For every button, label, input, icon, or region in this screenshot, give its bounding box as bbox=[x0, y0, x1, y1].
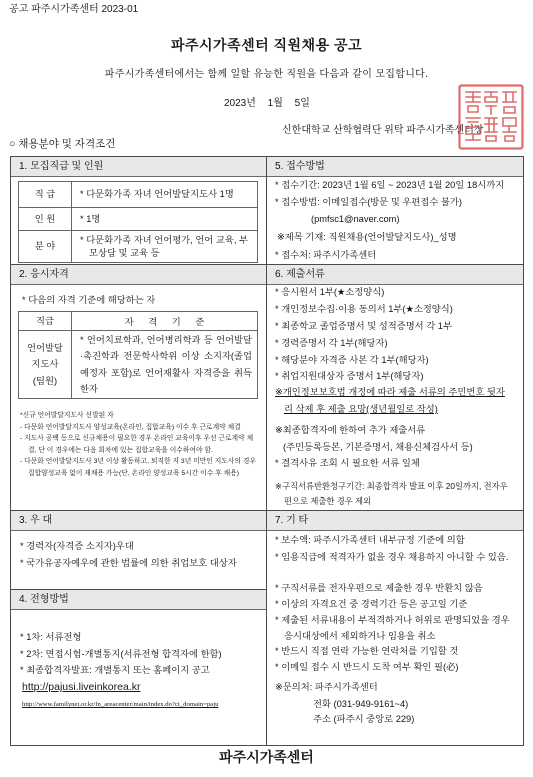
rank-line: 언어발달 bbox=[27, 342, 63, 353]
list-item: * 이상의 자격요건 중 경력기간 등은 공고일 기준 bbox=[275, 599, 468, 609]
homepage-link[interactable]: http://pajusi.liveinkorea.kr bbox=[22, 681, 141, 693]
section-heading: ○ 채용분야 및 자격조건 bbox=[9, 138, 116, 150]
list-item: * 접수방법: 이메일접수(방문 및 우편접수 불가) bbox=[275, 197, 462, 207]
notice-date: 2023년 1월 5일 bbox=[224, 98, 310, 109]
seal-mark bbox=[485, 118, 497, 141]
email-address: (pmfsc1@naver.com) bbox=[311, 214, 400, 224]
list-item: * 임용직급에 적격자가 없을 경우 채용하지 아니할 수 있음. bbox=[275, 552, 509, 562]
row-label: 인 원 bbox=[19, 208, 72, 231]
list-item: * 이메일 접수 시 반드시 도착 여부 확인 필(必) bbox=[275, 662, 459, 672]
note-line: - 지도사 공백 등으로 신규채용이 필요한 경우 온라인 교육이후 우선 근로계약 체결, 단 이 경우에는 다음 회차에 있는 집합교육을 이수하여야 함. bbox=[20, 435, 254, 454]
note-line: - 다문화 언어발달지도사 양성교육(온라인, 집합교육) 이수 후 근로계약 체결 bbox=[20, 423, 241, 431]
list-item: * 결격사유 조회 시 필요한 서류 일체 bbox=[275, 458, 420, 468]
table-row bbox=[19, 331, 258, 399]
seal-mark bbox=[485, 92, 497, 114]
section-title: 2. 응시자격 bbox=[11, 265, 266, 285]
criteria-cell: * 언어치료학과, 언어병리학과 등 언어발달·촉진학과 전문학사학위 이상 소지자(졸업예정자 포함)로 언어재활사 자격증을 취득한자 bbox=[72, 331, 258, 399]
contact-phone: 전화 (031-949-9161~4) bbox=[313, 699, 409, 709]
section-title: 6. 제출서류 bbox=[267, 265, 523, 285]
table-header-row bbox=[19, 312, 258, 331]
row-label: 분 야 bbox=[19, 231, 72, 263]
note-line: *신규 언어발달지도사 선발된 자 bbox=[20, 412, 114, 419]
rank-line: (팀원) bbox=[32, 375, 58, 386]
section-selection-process bbox=[10, 589, 267, 746]
section-title: 5. 접수방법 bbox=[267, 157, 523, 177]
list-item: * 구직서류를 전자우편으로 제출한 경우 반환치 않음 bbox=[275, 583, 483, 593]
list-item: * 보수액: 파주시가족센터 내부규정 기준에 의함 bbox=[275, 535, 465, 545]
column-header: 자 격 기 준 bbox=[72, 312, 258, 331]
list-item: * 접수처: 파주시가족센터 bbox=[275, 250, 377, 260]
page-title: 파주시가족센터 직원채용 공고 bbox=[170, 37, 363, 53]
list-item: * 개인정보수집·이용 동의서 1부(★소정양식) bbox=[275, 304, 453, 314]
list-item: * 최종합격자발표: 개별통지 또는 홈페이지 공고 bbox=[20, 665, 210, 675]
table-row bbox=[19, 208, 258, 231]
qualification-intro: * 다음의 자격 기준에 해당하는 자 bbox=[22, 295, 156, 305]
list-item: * 해당분야 자격증 사본 각 1부(해당자) bbox=[275, 355, 429, 365]
privacy-note: ※개인정보보호법 개정에 따라 제출 서류의 주민번호 뒷자리 삭제 후 제출 요망(생년월일로 작성) bbox=[275, 387, 505, 414]
row-value: * 다문화가족 자녀 언어발달지도사 1명 bbox=[72, 182, 258, 208]
note-line: - 다문화 언어발달지도사 3년 이상 활동하고, 퇴직한 지 3년 미만인 지도사의 경우 집합양성교육 없이 재채용 가능(단, 온라인 양성교육 5시간 이수 후 채용) bbox=[20, 458, 257, 477]
section-qualifications bbox=[10, 264, 267, 511]
contact-address: 주소 (파주시 중앙로 229) bbox=[313, 714, 415, 724]
seal-mark bbox=[466, 92, 480, 112]
rank-line: 지도사 bbox=[31, 359, 59, 370]
issuer-name: 신한대학교 산학협력단 위탁 파주시가족센터장 bbox=[282, 125, 484, 136]
table-row bbox=[19, 182, 258, 208]
official-seal bbox=[458, 84, 524, 150]
final-candidate-documents: (주민등록등본, 기본증명서, 채용신체검사서 등) bbox=[283, 442, 473, 452]
list-item: * 1차: 서류전형 bbox=[20, 632, 82, 642]
notice-number: 공고 파주시가족센터 2023-01 bbox=[9, 4, 139, 15]
row-value: * 다문화가족 자녀 언어평가, 언어 교육, 부모상담 및 교육 등 bbox=[72, 231, 258, 263]
table-row bbox=[19, 231, 258, 263]
list-item: * 취업지원대상자 증명서 1부(해당자) bbox=[275, 371, 424, 381]
row-value: * 1명 bbox=[72, 208, 258, 231]
return-period-note: ※구직서류반환청구기간: 최종합격자 발표 이후 20일까지, 전자우편으로 제출한 경우 제외 bbox=[275, 481, 508, 506]
list-item: * 응시원서 1부(★소정양식) bbox=[275, 287, 385, 297]
list-item: * 경력자(자격증 소지자)우대 bbox=[20, 541, 134, 551]
list-item: * 경력증명서 각 1부(해당자) bbox=[275, 338, 388, 348]
section-etc bbox=[266, 510, 524, 746]
qualification-table bbox=[18, 311, 258, 399]
intro-text: 파주시가족센터에서는 함께 일할 유능한 직원을 다음과 같이 모집합니다. bbox=[104, 69, 429, 80]
seal-script-marks bbox=[466, 92, 516, 141]
final-candidate-note: ※최종합격자에 한하여 추가 제출서류 bbox=[275, 425, 426, 435]
section-required-documents bbox=[266, 264, 524, 511]
seal-mark bbox=[503, 92, 516, 113]
positions-table bbox=[18, 181, 258, 263]
list-item: * 접수기간: 2023년 1월 6일 ~ 2023년 1월 20일 18시까지 bbox=[275, 180, 505, 190]
row-label: 직 급 bbox=[19, 182, 72, 208]
section-title: 7. 기 타 bbox=[267, 511, 523, 531]
list-item: * 2차: 면접시험-개별통지(서류전형 합격자에 한함) bbox=[20, 649, 222, 659]
column-header: 직급 bbox=[19, 312, 72, 331]
rank-cell bbox=[19, 331, 72, 399]
contact-label: ※문의처: 파주시가족센터 bbox=[275, 682, 378, 692]
list-item: * 제출된 서류내용이 부적격하거나 허위로 판명되었을 경우 응시대상에서 제외하거나 임용을 취소 bbox=[275, 615, 510, 641]
section-preferences bbox=[10, 510, 267, 590]
section-positions bbox=[10, 156, 267, 265]
list-item: * 국가유공자예우에 관한 법률에 의한 취업보호 대상자 bbox=[20, 558, 237, 568]
seal-mark bbox=[503, 118, 516, 141]
section-application-method bbox=[266, 156, 524, 265]
list-item: * 반드시 직접 연락 가능한 연락처를 기입할 것 bbox=[275, 646, 459, 656]
footer-organization: 파주시가족센터 bbox=[219, 749, 314, 765]
section-title: 1. 모집직급 및 인원 bbox=[11, 157, 266, 177]
subject-note: ※제목 기재: 직원채용(언어발달지도사)_성명 bbox=[277, 232, 457, 242]
section-title: 3. 우 대 bbox=[11, 511, 266, 531]
list-item: * 최종학교 졸업증명서 및 성적증명서 각 1부 bbox=[275, 321, 452, 331]
section-title: 4. 전형방법 bbox=[11, 590, 266, 610]
familynet-link[interactable]: http://www.familynet.or.kr/fn_areacenter/main/index.do?ci_domain=paju bbox=[22, 701, 219, 708]
seal-mark bbox=[466, 118, 480, 140]
selection-notes bbox=[20, 410, 258, 479]
